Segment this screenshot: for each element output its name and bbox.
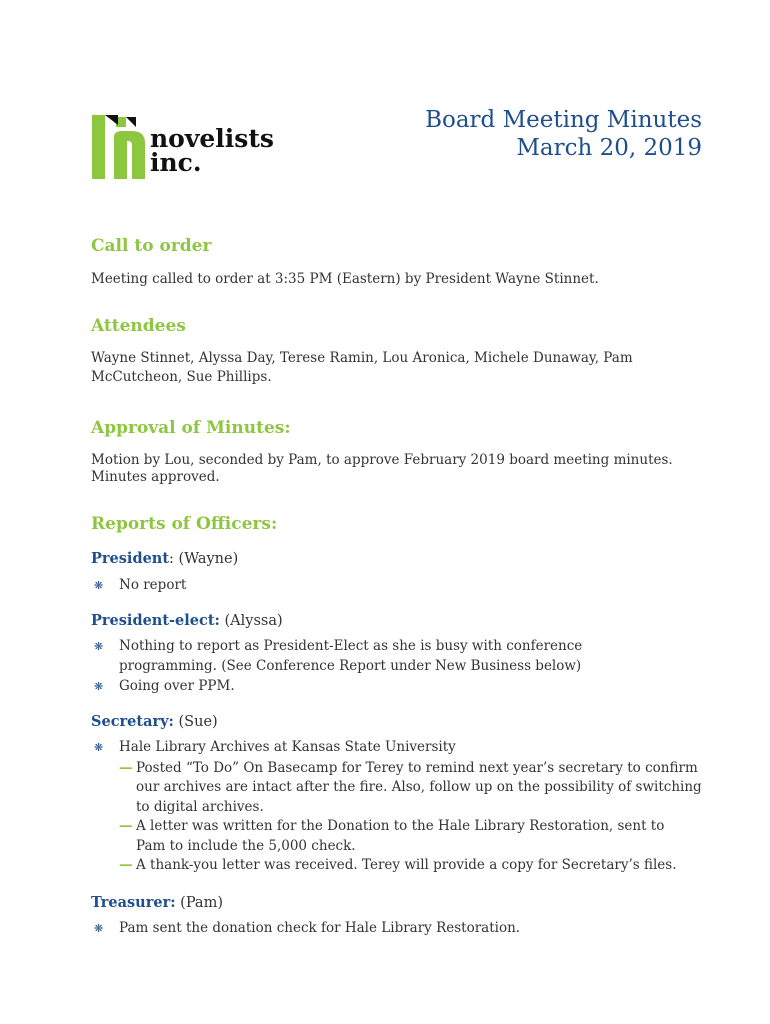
president-elect-list — [91, 637, 711, 698]
bullet-icon: ❋ — [94, 579, 104, 592]
dash-icon: — — [119, 857, 133, 873]
officer-name: (Sue) — [173, 714, 218, 730]
document-title: Board Meeting Minutes — [425, 107, 702, 133]
sublist-item: — Posted “To Do” On Basecamp for Terey to remind next year’s secretary to confirm our archives are intact after the fire. Also, follow up on the possibility of switching to digital archives. — [119, 759, 702, 815]
bullet-icon: ❋ — [94, 640, 104, 653]
document-date: March 20, 2019 — [516, 135, 702, 161]
novelists-inc-logo — [92, 113, 282, 183]
officer-role: Treasurer: — [91, 894, 176, 911]
heading-attendees: Attendees — [91, 316, 186, 336]
dash-icon: — — [119, 759, 133, 776]
officer-name: (Pam) — [175, 895, 223, 911]
dash-icon: — — [119, 818, 133, 834]
document-title-block — [425, 106, 702, 162]
bullet-icon: ❋ — [94, 922, 104, 935]
heading-call-to-order: Call to order — [91, 236, 212, 256]
list-item: ❋ Going over PPM. — [91, 677, 711, 697]
approval-line-1: Motion by Lou, seconded by Pam, to approve February 2019 board meeting minutes. — [91, 452, 673, 468]
officer-heading-president — [91, 550, 238, 567]
sublist-item: — A letter was written for the Donation to the Hale Library Restoration, sent to Pam to include the 5,000 check. — [119, 818, 665, 854]
sublist-item: — A thank-you letter was received. Terey will provide a copy for Secretary’s files. — [119, 856, 706, 876]
novelists-inc-logo-icon — [92, 113, 152, 179]
officer-name: : (Wayne) — [169, 551, 239, 567]
list-item: ❋ Hale Library Archives at Kansas State University — Posted “To Do” On Basecamp for Terey to remind next year’s secretary to confirm our archives are intact after the fire. Also, follow up on the possibility of switching to digital archives. — A letter was written for the Donation to the Hale Library Restoration, sent to Pam to include the 5,000 check. — A thank-you letter was received. Terey will provide a copy for Secretary’s files. — [91, 738, 711, 876]
treasurer-list — [91, 919, 711, 940]
president-list — [91, 576, 711, 597]
logo-wordmark — [150, 124, 274, 177]
logo-word-novelists: novelists — [150, 124, 274, 153]
approval-line-2: Minutes approved. — [91, 469, 220, 485]
bullet-icon: ❋ — [94, 680, 104, 693]
attendees-text: Wayne Stinnet, Alyssa Day, Terese Ramin, Lou Aronica, Michele Dunaway, Pam McCutcheon, Sue Phillips. — [91, 350, 633, 385]
bullet-icon: ❋ — [94, 741, 104, 754]
officer-role: President-elect: — [91, 612, 220, 629]
logo-word-inc: inc. — [150, 148, 202, 177]
list-item: ❋ Pam sent the donation check for Hale Library Restoration. — [91, 919, 711, 939]
heading-reports-of-officers: Reports of Officers: — [91, 514, 278, 534]
call-to-order-text: Meeting called to order at 3:35 PM (Eastern) by President Wayne Stinnet. — [91, 271, 599, 287]
secretary-sublist — [119, 759, 711, 876]
heading-approval-of-minutes: Approval of Minutes: — [91, 418, 291, 438]
officer-heading-secretary — [91, 713, 218, 730]
secretary-list — [91, 738, 711, 877]
officer-role: Secretary: — [91, 713, 174, 730]
approval-text — [91, 452, 701, 486]
list-item: ❋ No report — [91, 576, 711, 596]
officer-role: President — [91, 550, 170, 567]
officer-heading-president-elect — [91, 612, 283, 629]
officer-name: (Alyssa) — [219, 613, 283, 629]
officer-heading-treasurer — [91, 894, 223, 911]
list-item: ❋ Nothing to report as President-Elect as she is busy with conference programming. (See Conference Report under New Business below) — [94, 638, 583, 674]
